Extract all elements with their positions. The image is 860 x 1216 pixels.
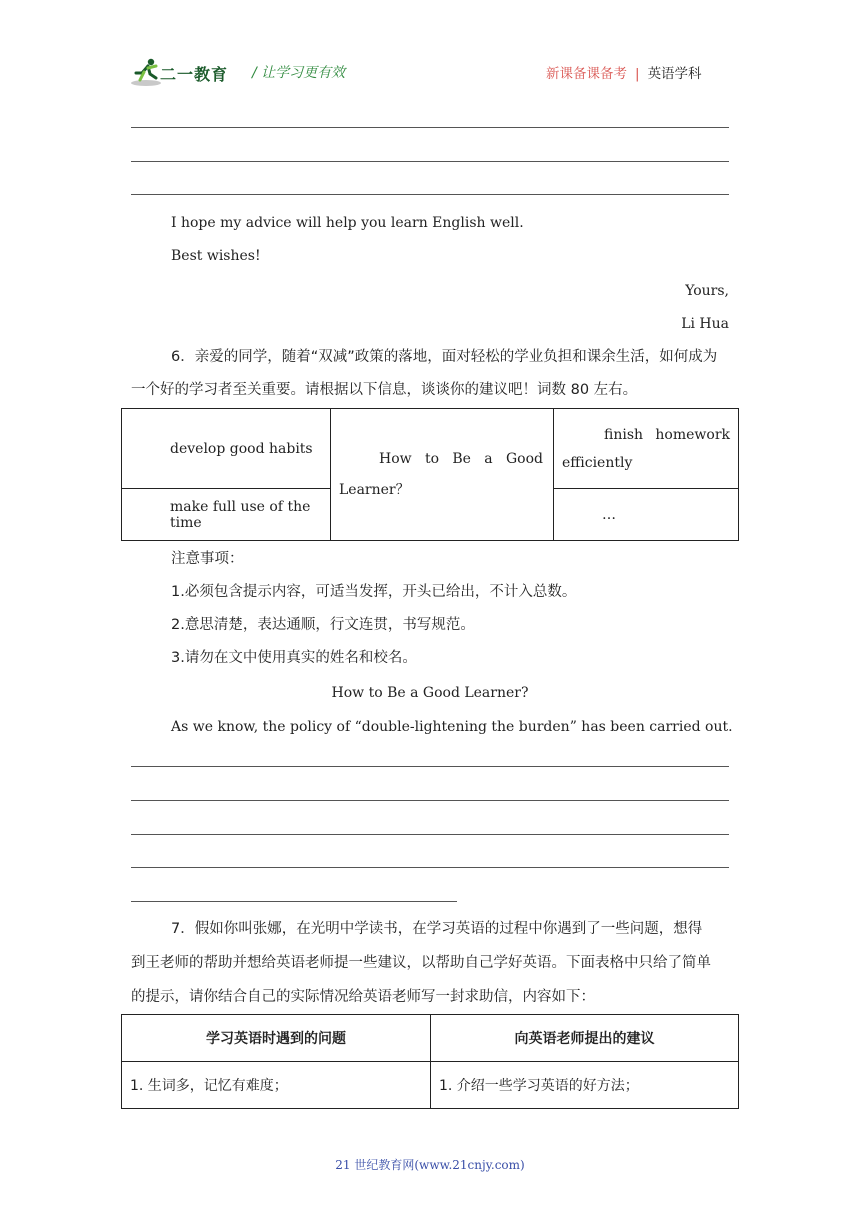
essay-start: As we know, the policy of “double-lightening the burden” has been carried out. [171,719,733,735]
hint-text: finish [604,426,644,443]
writing-line [131,194,729,195]
hint-ellipsis [554,489,739,541]
hint-center-title [331,409,554,541]
q6-prompt-line1: 6．亲爱的同学，随着“双减”政策的落地，面对轻松的学业负担和课余生活，如何成为 [171,349,718,365]
table-cell-problem-1: 1. 生词多，记忆有难度； [122,1062,431,1109]
essay-title: How to Be a Good Learner? [331,685,529,701]
table-header-problems: 学习英语时遇到的问题 [122,1015,431,1062]
hint-text: make full use of the time [170,498,311,531]
note-item: 2.意思清楚，表达通顺，行文连贯，书写规范。 [171,617,475,633]
header-course-label: 新课备课备考 [546,66,627,82]
note-item: 3.请勿在文中使用真实的姓名和校名。 [171,650,417,666]
q6-hints-table [121,408,739,541]
letter-best-wishes: Best wishes! [171,248,261,264]
runner-logo-icon [130,56,164,88]
table-cell-suggestion-1: 1. 介绍一些学习英语的好方法； [431,1062,739,1109]
writing-line [131,834,729,835]
writing-line [131,800,729,801]
letter-signature: Li Hua [681,316,729,332]
hint-center-line2: Learner？ [339,481,410,498]
header-separator: | [635,66,640,82]
hint-develop-habits [122,409,331,489]
note-item: 1.必须包含提示内容，可适当发挥，开头已给出，不计入总数。 [171,584,577,600]
logo-text: 二一教育 [160,65,229,84]
q7-table [121,1014,739,1109]
hint-text: homework [655,426,730,443]
hint-make-full-use [122,489,331,541]
writing-line [131,867,729,868]
writing-line [131,901,457,902]
q7-prompt-line1: 7．假如你叫张娜，在光明中学读书，在学习英语的过程中你遇到了一些问题，想得 [171,921,703,937]
slogan: / 让学习更有效 [252,65,346,81]
q6-prompt-line2: 一个好的学习者至关重要。请根据以下信息，谈谈你的建议吧！词数 80 左右。 [131,382,638,398]
q7-prompt-line2: 到王老师的帮助并想给英语老师提一些建议，以帮助自己学好英语。下面表格中只给了简单 [131,955,711,971]
hint-text: develop good habits [170,440,313,457]
writing-line [131,127,729,128]
letter-closing-line: I hope my advice will help you learn English well. [171,215,524,231]
header-subject [546,62,702,82]
letter-yours: Yours, [685,283,729,299]
hint-text: … [602,506,617,523]
notes-title: 注意事项： [171,551,244,567]
writing-line [131,161,729,162]
footer-source: 21 世纪教育网(www.21cnjy.com) [335,1158,525,1172]
brand-logo [130,56,250,90]
hint-center-line1: How to Be a Good [379,450,544,467]
writing-line [131,766,729,767]
table-header-suggestions: 向英语老师提出的建议 [431,1015,739,1062]
q7-prompt-line3: 的提示，请你结合自己的实际情况给英语老师写一封求助信，内容如下： [131,989,595,1005]
hint-finish-homework [554,409,739,489]
hint-text: efficiently [562,454,633,471]
header-subject-label: 英语学科 [647,66,702,82]
